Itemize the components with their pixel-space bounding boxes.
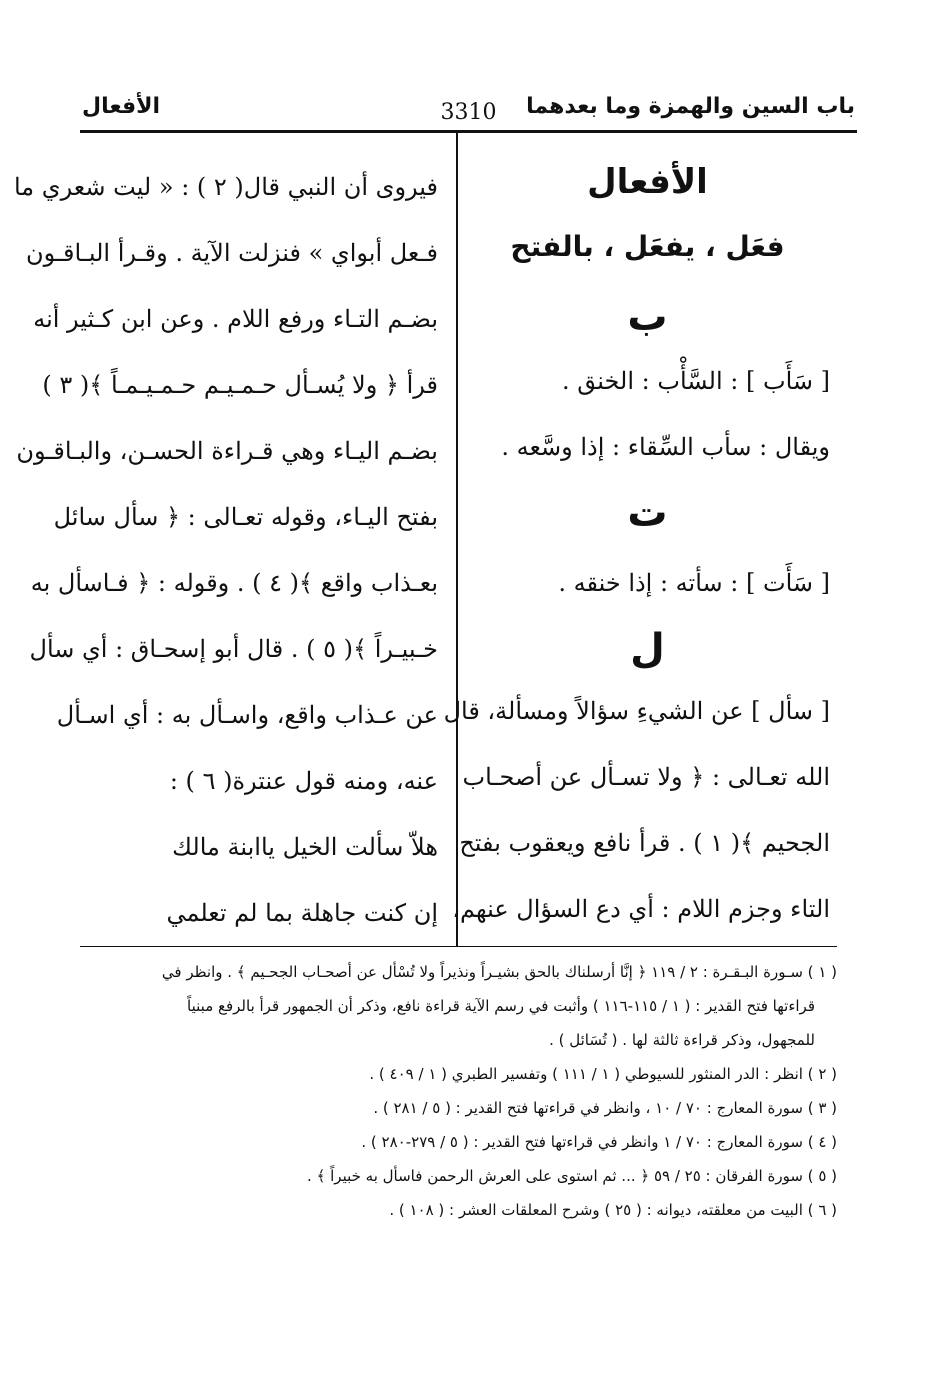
entry-line: التاء وجزم اللام : أي دع السؤال عنهم، [452,895,830,923]
text-line: قرأ ﴿ ولا يُسـأل حـمـيـم حـمـيـمـاً ﴾( ٣ ) [42,371,438,399]
entry-line: [ سَأَب ] : السَّأْب : الخنق . [562,367,830,395]
entry-line: الجحيم ﴾( ١ ) . قرأ نافع ويعقوب بفتح [459,829,830,857]
footnote-1: ( ١ ) سـورة البـقـرة : ٢ / ١١٩ ﴿ إنَّا أرسلناك بالحق بشيـراً ونذيراً ولا تُسْأل عن أصحـاب الجحـيم ﴾ . وانظر في [161,963,837,981]
text-line: بضـم اليـاء وهي قـراءة الحسـن، والبـاقـون [16,437,438,465]
footnote-5: ( ٥ ) سورة الفرقان : ٢٥ / ٥٩ ﴿ ... ثم استوى على العرش الرحمن فاسأل به خبيراً ﴾ . [307,1167,837,1185]
text-line: عنه، ومنه قول عنترة( ٦ ) : [169,767,438,795]
letter-heading-t: ت [627,490,668,536]
footnote-rule [80,946,837,947]
footnote-6: ( ٦ ) البيت من معلقته، ديوانه : ( ٢٥ ) وشرح المعلقات العشر : ( ١٠٨ ) . [389,1201,837,1219]
page-number: 3310 [440,100,497,125]
left-column [13,162,438,954]
sub-title: فعَل ، يفعَل ، بالفتح [510,230,785,263]
entry-line: [ سأل ] عن الشيءِ سؤالاً ومسألة، قال [443,697,830,725]
section-title: الأفعال [587,162,708,202]
entry-line: [ سَأَت ] : سأته : إذا خنقه . [558,569,830,597]
footnote-3: ( ٣ ) سورة المعارج : ٧٠ / ١٠ ، وانظر في قراءتها فتح القدير : ( ٥ / ٢٨١ ) . [373,1099,837,1117]
running-header-section: الأفعال [82,94,161,119]
text-line: بعـذاب واقع ﴾( ٤ ) . وقوله : ﴿ فـاسأل به [30,569,438,597]
running-header-chapter: باب السين والهمزة وما بعدهما [526,94,855,119]
text-line: بفتح اليـاء، وقوله تعـالى : ﴿ سأل سائل [53,503,438,531]
text-line: بضـم التـاء ورفع اللام . وعن ابن كـثير أنه [33,305,438,333]
footnote-1-continued: للمجهول، وذكر قراءة ثالثة لها . ( تُسَائل ) . [549,1031,815,1049]
poem-verse-first: هلاّ سألت الخيل ياابنة مالك [172,833,438,861]
header-rule [80,130,857,133]
poem-verse-second: إن كنت جاهلة بما لم تعلمي [166,899,438,927]
text-line: خـبيـراً ﴾( ٥ ) . قال أبو إسحـاق : أي سأل [29,635,438,663]
entry-line: ويقال : سأب السِّقاء : إذا وسَّعه . [501,433,830,461]
column-divider [456,132,458,947]
text-line: فـعل أبواي » فنزلت الآية . وقـرأ البـاقـون [25,239,438,267]
footnote-4: ( ٤ ) سورة المعارج : ٧٠ / ١ وانظر في قراءتها فتح القدير : ( ٥ / ٢٧٩-٢٨٠ ) . [361,1133,837,1151]
text-line: عن عـذاب واقع، واسـأل به : أي اسـأل [56,701,438,729]
footnote-2: ( ٢ ) انظر : الدر المنثور للسيوطي ( ١ / ١١١ ) وتفسير الطبري ( ١ / ٤٠٩ ) . [369,1065,837,1083]
right-column [443,150,830,950]
letter-heading-l: ل [630,626,665,672]
letter-heading-b: ب [627,294,668,340]
entry-line: الله تعـالى : ﴿ ولا تسـأل عن أصحـاب [462,763,830,791]
text-line: فيروى أن النبي قال( ٢ ) : « ليت شعري ما [13,173,438,201]
footnotes [82,955,837,1227]
footnote-1-continued: قراءتها فتح القدير : ( ١ / ١١٥-١١٦ ) وأثبت في رسم الآية قراءة نافع، وذكر أن الجمهور قرأ بالرفع مبنياً [187,997,815,1015]
